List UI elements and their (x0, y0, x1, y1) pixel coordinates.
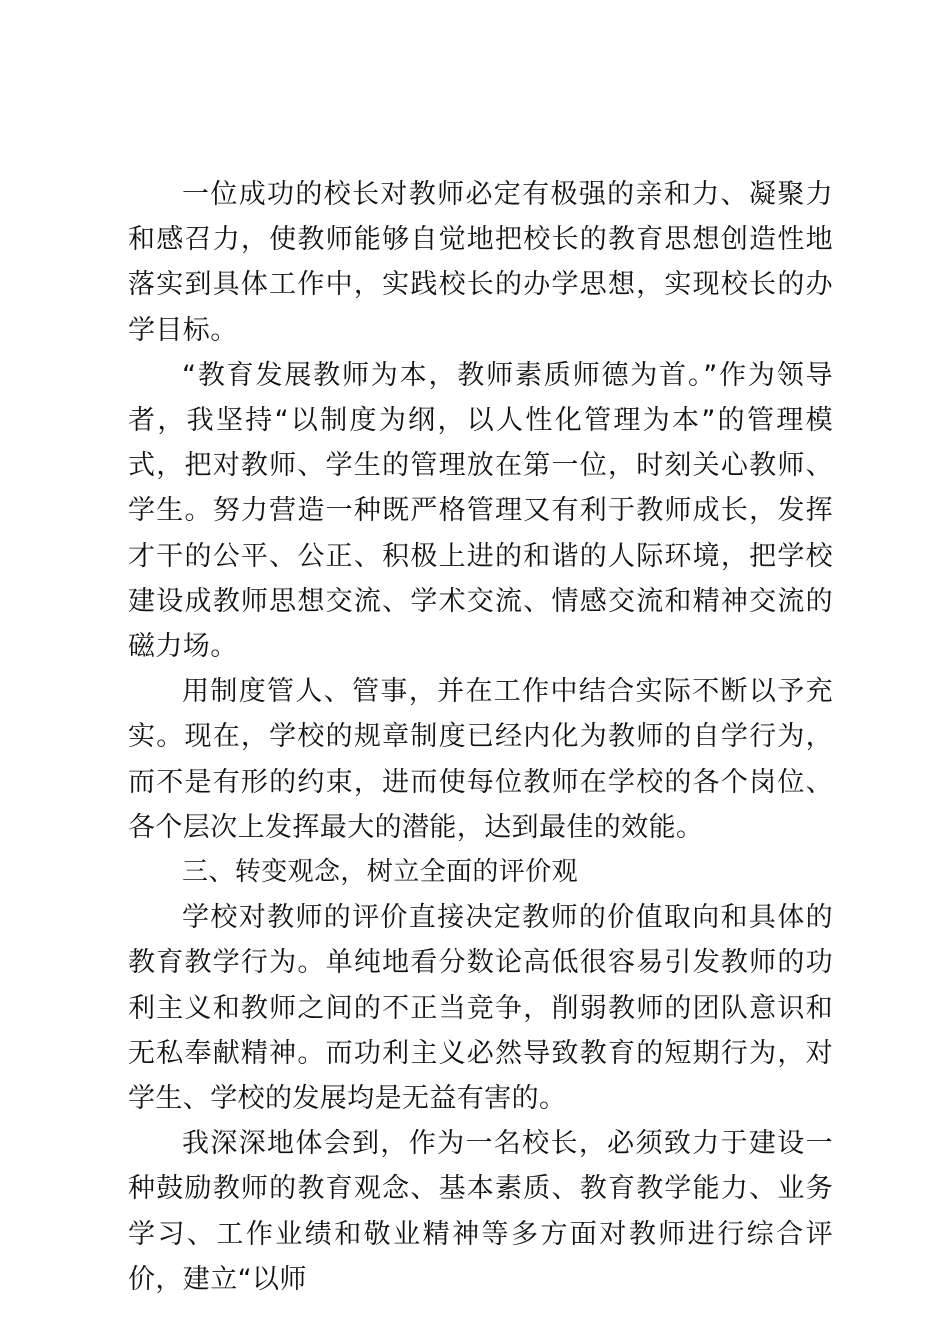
document-body (128, 172, 833, 1302)
paragraph-teacher-oriented-management: “教育发展教师为本，教师素质师德为首。”作为领导者，我坚持“以制度为纲，以人性化管理为本”的管理模式，把对教师、学生的管理放在第一位，时刻关心教师、学生。努力营造一种既严格管理又有利于教师成长，发挥才干的公平、公正、积极上进的和谐的人际环境，把学校建设成教师思想交流、学术交流、情感交流和精神交流的磁力场。 (128, 359, 833, 663)
section-heading-evaluation: 三、转变观念，树立全面的评价观 (182, 857, 579, 888)
paragraph-comprehensive-evaluation: 我深深地体会到，作为一名校长，必须致力于建设一种鼓励教师的教育观念、基本素质、教育教学能力、业务学习、工作业绩和敬业精神等多方面对教师进行综合评价，建立“以师 (128, 1128, 833, 1295)
paragraph-rules-management: 用制度管人、管事，并在工作中结合实际不断以予充实。现在，学校的规章制度已经内化为教师的自学行为，而不是有形的约束，进而使每位教师在学校的各个岗位、各个层次上发挥最大的潜能，达到最佳的效能。 (128, 676, 833, 843)
paragraph-teacher-evaluation: 学校对教师的评价直接决定教师的价值取向和具体的教育教学行为。单纯地看分数论高低很容易引发教师的功利主义和教师之间的不正当竞争，削弱教师的团队意识和无私奉献精神。而功利主义必然导致教育的短期行为，对学生、学校的发展均是无益有害的。 (128, 902, 833, 1115)
paragraph-principal-cohesion: 一位成功的校长对教师必定有极强的亲和力、凝聚力和感召力，使教师能够自觉地把校长的教育思想创造性地落实到具体工作中，实践校长的办学思想，实现校长的办学目标。 (128, 179, 833, 346)
